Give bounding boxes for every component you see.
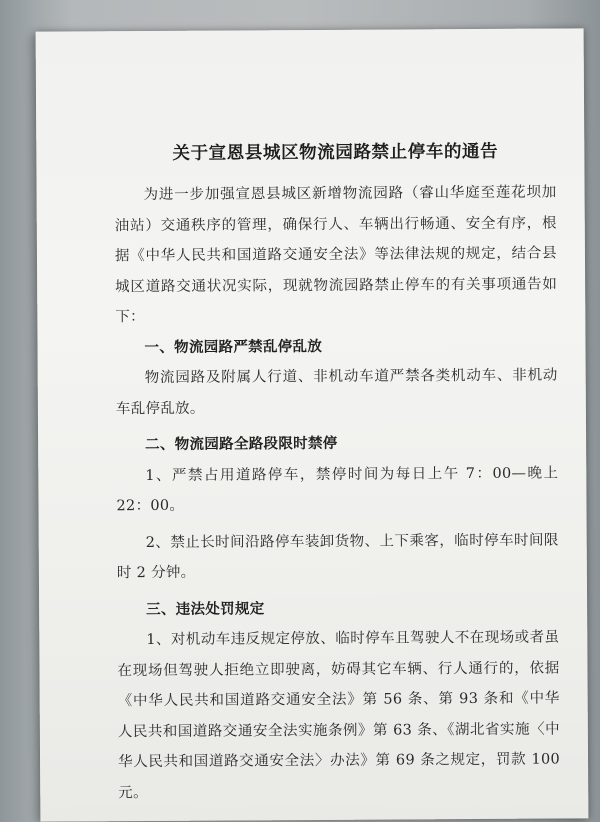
section-1-paragraph-1: 物流园路及附属人行道、非机动车道严禁各类机动车、非机动车乱停乱放。 <box>115 367 558 417</box>
paper-sheet <box>36 28 589 821</box>
section-heading-1: 一、物流园路严禁乱停乱放 <box>144 337 323 356</box>
section-2-paragraph-1: 1、严禁占用道路停车，禁停时间为每日上午 7：00—晚上 22：00。 <box>116 464 559 515</box>
section-heading-3: 三、违法处罚规定 <box>146 599 265 618</box>
notice-document <box>114 137 560 809</box>
intro-paragraph: 为进一步加强宣恩县城区新增物流园路（睿山华庭至莲花坝加油站）交通秩序的管理，确保行人、车辆出行畅通、安全有序，根据《中华人民共和国道路交通安全法》等法律法规的规定，结合县城区道路交通状况实际，现就物流园路禁止停车的有关事项通告如下： <box>114 184 558 326</box>
document-title: 关于宣恩县城区物流园路禁止停车的通告 <box>172 141 499 164</box>
section-heading-2: 二、物流园路全路段限时禁停 <box>145 434 338 454</box>
section-3-paragraph-1: 1、对机动车违反规定停放、临时停车且驾驶人不在现场或者虽在现场但驾驶人拒绝立即驶离，妨碍其它车辆、行人通行的，依据《中华人民共和国道路交通安全法》第 56 条、第 93 条和《中华人民共和国道路交通安全法实施条例》第 63 条、《湖北省实施〈中华人民共和国道路交通安全法〉办法》第 69 条之规定，罚款 100 元。 <box>117 629 561 801</box>
section-2-paragraph-2: 2、禁止长时间沿路停车装卸货物、上下乘客，临时停车时间限时 2 分钟。 <box>116 531 559 582</box>
